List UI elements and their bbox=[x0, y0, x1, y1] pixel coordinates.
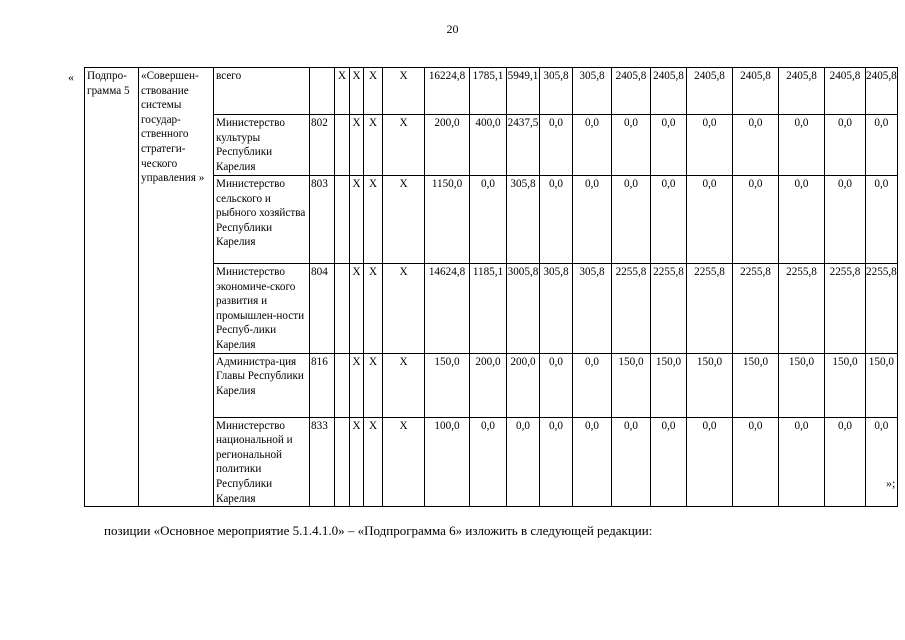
x-cell bbox=[335, 176, 350, 264]
value-cell: 2405,8 bbox=[825, 68, 866, 115]
value-cell: 1185,1 bbox=[470, 264, 507, 354]
instruction-text: позиции «Основное мероприятие 5.1.4.1.0» – «Подпрограмма 6» изложить в следующей редакции: bbox=[104, 523, 653, 538]
executor-cell: всего bbox=[214, 68, 310, 115]
x-cell: Х bbox=[383, 176, 425, 264]
value-cell: 14624,8 bbox=[425, 264, 470, 354]
budget-table bbox=[84, 67, 898, 507]
value-cell: 150,0 bbox=[651, 353, 687, 417]
value-cell: 2255,8 bbox=[779, 264, 825, 354]
x-cell: Х bbox=[383, 115, 425, 176]
x-cell bbox=[335, 264, 350, 354]
value-cell: 2405,8 bbox=[651, 68, 687, 115]
x-cell: Х bbox=[383, 417, 425, 507]
value-cell: 0,0 bbox=[779, 176, 825, 264]
value-cell: 3005,8 bbox=[507, 264, 540, 354]
value-cell: 2405,8 bbox=[612, 68, 651, 115]
budget-code-cell: 816 bbox=[310, 353, 335, 417]
value-cell: 0,0 bbox=[540, 353, 573, 417]
x-cell: Х bbox=[364, 353, 383, 417]
value-cell: 0,0 bbox=[540, 417, 573, 507]
x-cell bbox=[335, 353, 350, 417]
x-cell: Х bbox=[383, 68, 425, 115]
value-cell: 150,0 bbox=[866, 353, 898, 417]
program-name-cell: «Совершен-ствование системы государ-ственного стратеги-ческого управления » bbox=[139, 68, 214, 507]
value-cell: 0,0 bbox=[651, 115, 687, 176]
x-cell: Х bbox=[364, 68, 383, 115]
value-cell: 2405,8 bbox=[866, 68, 898, 115]
value-cell: 0,0 bbox=[687, 417, 733, 507]
value-cell: 0,0 bbox=[825, 176, 866, 264]
value-cell: 0,0 bbox=[779, 417, 825, 507]
x-cell: Х bbox=[383, 353, 425, 417]
executor-cell: Министерство сельского и рыбного хозяйства Республики Карелия bbox=[214, 176, 310, 264]
value-cell: 1150,0 bbox=[425, 176, 470, 264]
executor-cell: Министерство культуры Республики Карелия bbox=[214, 115, 310, 176]
value-cell: 305,8 bbox=[540, 68, 573, 115]
value-cell: 2255,8 bbox=[612, 264, 651, 354]
value-cell: 0,0 bbox=[687, 115, 733, 176]
x-cell: Х bbox=[350, 68, 364, 115]
x-cell: Х bbox=[350, 115, 364, 176]
budget-table-body bbox=[85, 68, 898, 507]
value-cell: 0,0 bbox=[573, 115, 612, 176]
value-cell: 0,0 bbox=[470, 176, 507, 264]
value-cell: 0,0 bbox=[733, 417, 779, 507]
value-cell: 2255,8 bbox=[733, 264, 779, 354]
budget-code-cell bbox=[310, 68, 335, 115]
value-cell: 305,8 bbox=[573, 68, 612, 115]
value-cell: 305,8 bbox=[540, 264, 573, 354]
value-cell: 0,0 bbox=[733, 115, 779, 176]
x-cell: Х bbox=[364, 264, 383, 354]
value-cell: 150,0 bbox=[612, 353, 651, 417]
value-cell: 0,0 bbox=[687, 176, 733, 264]
value-cell: 150,0 bbox=[779, 353, 825, 417]
value-cell: 0,0 bbox=[866, 115, 898, 176]
budget-code-cell: 803 bbox=[310, 176, 335, 264]
value-cell: 5949,1 bbox=[507, 68, 540, 115]
value-cell: 305,8 bbox=[573, 264, 612, 354]
value-cell: 0,0 bbox=[573, 176, 612, 264]
x-cell: Х bbox=[350, 264, 364, 354]
value-cell: 0,0 bbox=[612, 176, 651, 264]
value-cell: 0,0 bbox=[573, 353, 612, 417]
x-cell: Х bbox=[350, 353, 364, 417]
value-cell: 0,0 bbox=[612, 115, 651, 176]
value-cell: 400,0 bbox=[470, 115, 507, 176]
value-cell: 2405,8 bbox=[687, 68, 733, 115]
value-cell: 100,0 bbox=[425, 417, 470, 507]
value-cell: 2255,8 bbox=[825, 264, 866, 354]
value-cell: 0,0 bbox=[825, 417, 866, 507]
value-cell: 0,0 bbox=[573, 417, 612, 507]
budget-code-cell: 804 bbox=[310, 264, 335, 354]
value-cell: 0,0 bbox=[733, 176, 779, 264]
value-cell: 200,0 bbox=[425, 115, 470, 176]
program-cell: Подпро-грамма 5 bbox=[85, 68, 139, 507]
value-cell: 1785,1 bbox=[470, 68, 507, 115]
value-cell: 0,0 bbox=[507, 417, 540, 507]
x-cell: Х bbox=[364, 115, 383, 176]
value-cell: 150,0 bbox=[687, 353, 733, 417]
value-cell: 0,0 bbox=[540, 176, 573, 264]
value-cell: 2405,8 bbox=[779, 68, 825, 115]
page-number: 20 bbox=[446, 22, 459, 36]
value-cell: 0,0 bbox=[825, 115, 866, 176]
value-cell: 200,0 bbox=[470, 353, 507, 417]
value-cell: 0,0 bbox=[866, 417, 898, 507]
budget-code-cell: 802 bbox=[310, 115, 335, 176]
x-cell: Х bbox=[350, 417, 364, 507]
executor-cell: Администра-ция Главы Республики Карелия bbox=[214, 353, 310, 417]
value-cell: 0,0 bbox=[866, 176, 898, 264]
x-cell: Х bbox=[383, 264, 425, 354]
budget-code-cell: 833 bbox=[310, 417, 335, 507]
executor-cell: Министерство национальной и региональной политики Республики Карелия bbox=[214, 417, 310, 507]
value-cell: 150,0 bbox=[825, 353, 866, 417]
value-cell: 0,0 bbox=[651, 176, 687, 264]
value-cell: 0,0 bbox=[779, 115, 825, 176]
x-cell bbox=[335, 417, 350, 507]
x-cell: Х bbox=[364, 417, 383, 507]
value-cell: 150,0 bbox=[425, 353, 470, 417]
value-cell: 2437,5 bbox=[507, 115, 540, 176]
x-cell: Х bbox=[335, 68, 350, 115]
value-cell: 0,0 bbox=[612, 417, 651, 507]
x-cell bbox=[335, 115, 350, 176]
value-cell: 305,8 bbox=[507, 176, 540, 264]
x-cell: Х bbox=[364, 176, 383, 264]
value-cell: 2255,8 bbox=[866, 264, 898, 354]
value-cell: 0,0 bbox=[470, 417, 507, 507]
executor-cell: Министерство экономиче-ского развития и промышлен-ности Респуб-лики Карелия bbox=[214, 264, 310, 354]
table-row bbox=[85, 68, 898, 115]
closing-quote: »; bbox=[886, 476, 896, 490]
value-cell: 0,0 bbox=[540, 115, 573, 176]
opening-quote: « bbox=[68, 70, 74, 84]
value-cell: 150,0 bbox=[733, 353, 779, 417]
value-cell: 2405,8 bbox=[733, 68, 779, 115]
value-cell: 2255,8 bbox=[687, 264, 733, 354]
value-cell: 0,0 bbox=[651, 417, 687, 507]
x-cell: Х bbox=[350, 176, 364, 264]
value-cell: 16224,8 bbox=[425, 68, 470, 115]
value-cell: 2255,8 bbox=[651, 264, 687, 354]
value-cell: 200,0 bbox=[507, 353, 540, 417]
